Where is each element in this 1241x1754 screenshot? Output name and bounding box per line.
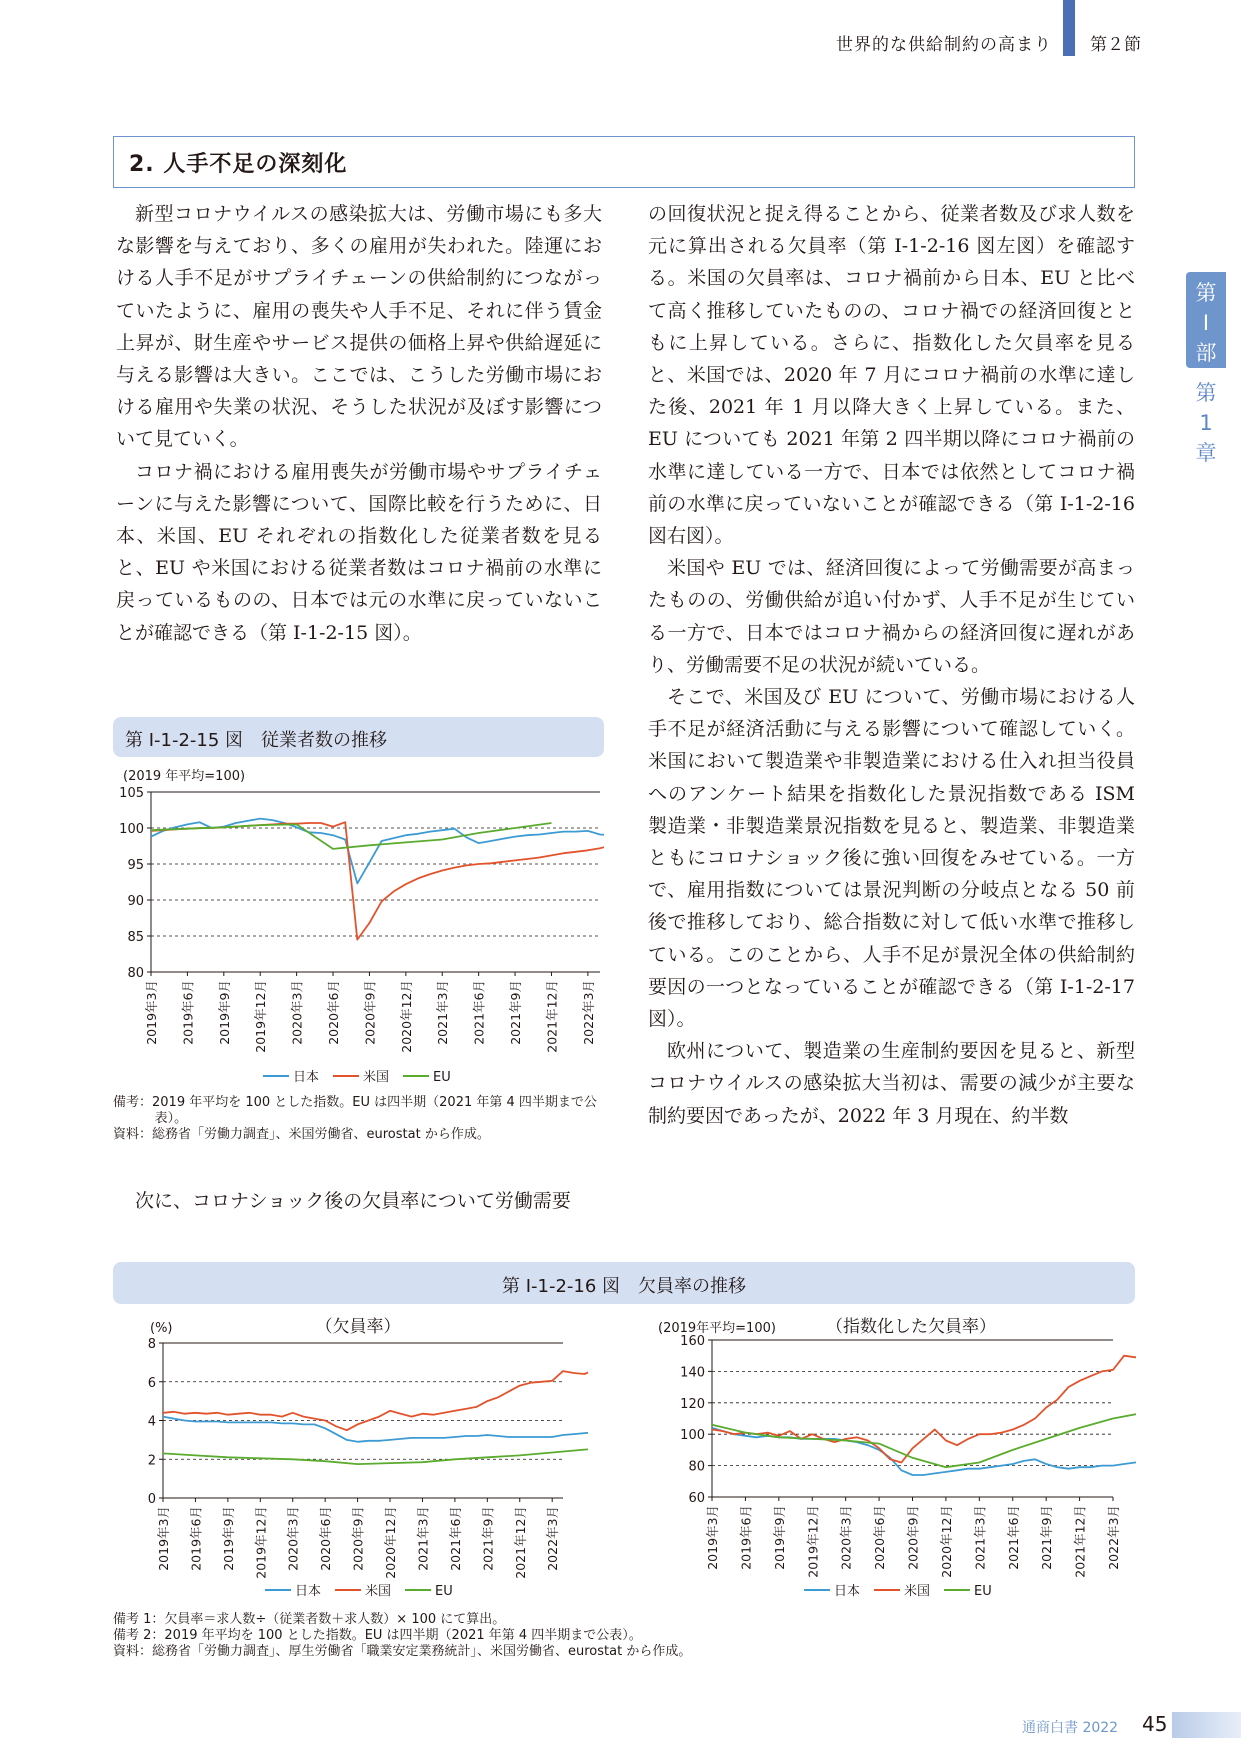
x-tick-label: 2020年9月 — [362, 980, 378, 1045]
header-section-number: 第２節 — [1090, 35, 1141, 55]
y-tick-label: 85 — [127, 930, 144, 945]
left-column-bottom — [116, 1185, 602, 1217]
x-tick-label: 2021年6月 — [1005, 1505, 1021, 1570]
y-tick-label: 95 — [127, 858, 144, 873]
y-tick-label: 100 — [680, 1428, 705, 1444]
x-tick-label: 2022年3月 — [1106, 1505, 1121, 1570]
x-tick-label: 2019年12月 — [805, 1505, 821, 1578]
y-tick-label: 60 — [688, 1491, 705, 1506]
paragraph: 米国や EU では、経済回復によって労働需要が高まったものの、労働供給が追い付かず、人手不足が生じている一方で、日本ではコロナ禍からの経済回復に遅れがあり、労働需要不足の状況が続いている。 — [648, 557, 1135, 676]
legend-label: 日本 — [834, 1584, 861, 1599]
y-tick-label: 160 — [680, 1334, 705, 1349]
legend-label: 米国 — [904, 1584, 931, 1599]
paragraph: そこで、米国及び EU について、労働市場における人手不足が経済活動に与える影響について確認していく。米国において製造業や非製造業における仕入れ担当役員へのアンケート結果を指数化した景況指数である ISM 製造業・非製造業景況指数を見ると、製造業、非製造業ともにコロナショック後に強い回復をみせている。一方で、雇用指数については景況判断の分岐点となる 50 前後で推移しており、総合指数に対して低い水準で推移している。このことから、人手不足が景況全体の供給制約要因の一つとなっていることが確認できる（第 I-1-2-17 図）。 — [648, 686, 1135, 1031]
x-tick-label: 2021年3月 — [972, 1505, 988, 1570]
note-line: 資料：総務省「労働力調査」、厚生労働省「職業安定業務統計」、米国労働省、eurostat から作成。 — [113, 1644, 692, 1659]
footer-book-title: 通商白書 2022 — [1022, 1720, 1119, 1736]
x-tick-label: 2020年9月 — [905, 1505, 921, 1570]
side-tab-part: 第 I 部 — [1186, 272, 1226, 368]
legend-label: EU — [433, 1070, 451, 1085]
paragraph: コロナ禍における雇用喪失が労働市場やサプライチェーンに与えた影響について、国際比較を行うために、日本、米国、EU それぞれの指数化した従業者数を見ると、EU や米国における従業者数はコロナ禍前の水準に戻っているものの、日本では元の水準に戻っていないことが確認できる（第 I-1-2-15 図）。 — [116, 460, 602, 644]
figure-16-title-box — [113, 1262, 1135, 1304]
paragraph: 新型コロナウイルスの感染拡大は、労働市場にも多大な影響を与えており、多くの雇用が失われた。陸運における人手不足がサプライチェーンの供給制約につながっていたように、雇用の喪失や人手不足、それに伴う賃金上昇が、財生産やサービス提供の価格上昇や供給遅延に与える影響は大きい。ここでは、こうした労働市場における雇用や失業の状況、そうした状況が及ぼす影響について見ていく。 — [116, 203, 602, 451]
y-axis-unit-label: (2019 年平均=100) — [123, 769, 246, 784]
figure-16-title: 第 I-1-2-16 図 欠員率の推移 — [501, 1276, 747, 1297]
x-tick-label: 2021年9月 — [480, 1506, 496, 1571]
chart-subtitle: （指数化した欠員率） — [826, 1317, 996, 1337]
figure-15-title: 第 I-1-2-15 図 従業者数の推移 — [125, 730, 388, 751]
figure-16-left-chart — [118, 1308, 588, 1610]
paragraph: 欧州について、製造業の生産制約要因を見ると、新型コロナウイルスの感染拡大当初は、需要の減少が主要な制約要因であったが、2022 年 3 月現在、約半数 — [648, 1040, 1135, 1127]
right-column — [648, 198, 1135, 1132]
x-tick-label: 2020年6月 — [326, 980, 342, 1045]
figure-15-title-box — [113, 717, 604, 757]
x-tick-label: 2020年12月 — [383, 1506, 399, 1579]
x-tick-label: 2019年9月 — [771, 1505, 787, 1570]
note-line: 備考：2019 年平均を 100 とした指数。EU は四半期（2021 年第 4 四半期まで公表）。 — [113, 1095, 597, 1126]
x-tick-label: 2019年3月 — [705, 1505, 720, 1570]
y-tick-label: 2 — [147, 1453, 156, 1469]
x-tick-label: 2019年6月 — [188, 1506, 204, 1571]
y-axis-unit-label: (%) — [150, 1321, 173, 1336]
x-tick-label: 2019年3月 — [156, 1506, 171, 1571]
legend-label: EU — [974, 1584, 992, 1599]
footer-accent-strip — [1172, 1712, 1241, 1738]
y-tick-label: 0 — [147, 1492, 156, 1507]
section-title: 2. 人手不足の深刻化 — [129, 152, 348, 177]
x-tick-label: 2020年12月 — [398, 980, 414, 1053]
note-line: 資料：総務省「労働力調査」、米国労働省、eurostat から作成。 — [113, 1127, 490, 1142]
x-tick-label: 2019年12月 — [253, 1506, 269, 1579]
legend-label: EU — [435, 1584, 453, 1599]
x-tick-label: 2021年6月 — [471, 980, 487, 1045]
note-line: 備考 1：欠員率＝求人数÷（従業者数＋求人数）× 100 にて算出。 — [113, 1612, 506, 1627]
x-tick-label: 2019年6月 — [738, 1505, 754, 1570]
x-tick-label: 2020年3月 — [289, 980, 305, 1045]
x-tick-label: 2021年6月 — [447, 1506, 463, 1571]
x-tick-label: 2020年3月 — [838, 1505, 854, 1570]
y-tick-label: 90 — [127, 894, 144, 909]
y-tick-label: 8 — [147, 1337, 156, 1352]
x-tick-label: 2022年3月 — [545, 1506, 561, 1571]
series-line-eu — [163, 1448, 588, 1465]
y-axis-unit-label: (2019年平均=100) — [658, 1321, 776, 1336]
y-tick-label: 105 — [119, 786, 144, 801]
y-tick-label: 100 — [119, 822, 144, 837]
legend-label: 米国 — [363, 1070, 390, 1085]
x-tick-label: 2021年3月 — [415, 1506, 431, 1571]
x-tick-label: 2019年9月 — [216, 980, 232, 1045]
x-tick-label: 2019年3月 — [144, 980, 159, 1045]
legend-label: 日本 — [295, 1584, 322, 1599]
paragraph: の回復状況と捉え得ることから、従業者数及び求人数を元に算出される欠員率（第 I-1-2-16 図左図）を確認する。米国の欠員率は、コロナ禍前から日本、EU と比べて高く推移していたものの、コロナ禍での経済回復とともに上昇している。さらに、指数化した欠員率を見ると、米国では、2020 年 7 月にコロナ禍前の水準に達した後、2021 年 1 月以降大きく上昇している。また、EU についても 2021 年第 2 四半期以降にコロナ禍前の水準に達している一方で、日本では依然としてコロナ禍前の水準に戻っていないことが確認できる（第 I-1-2-16 図右図）。 — [648, 203, 1135, 548]
legend-label: 米国 — [365, 1584, 392, 1599]
x-tick-label: 2021年12月 — [544, 980, 560, 1053]
y-tick-label: 4 — [147, 1414, 156, 1430]
x-tick-label: 2021年12月 — [1072, 1505, 1088, 1578]
page-number: 45 — [1142, 1712, 1168, 1736]
series-line-us — [712, 1345, 1136, 1463]
x-tick-label: 2020年3月 — [285, 1506, 301, 1571]
x-tick-label: 2021年12月 — [512, 1506, 528, 1579]
series-line-us — [151, 822, 604, 939]
x-tick-label: 2019年12月 — [253, 980, 269, 1053]
running-header — [0, 0, 1241, 70]
x-tick-label: 2020年9月 — [350, 1506, 366, 1571]
header-accent-bar — [1063, 0, 1075, 56]
y-tick-label: 80 — [688, 1459, 705, 1475]
figure-16-right-chart — [656, 1308, 1136, 1610]
note-line: 備考 2：2019 年平均を 100 とした指数。EU は四半期（2021 年第 4 四半期まで公表）。 — [113, 1628, 642, 1643]
section-title-box — [113, 136, 1135, 188]
chart-subtitle: （欠員率） — [315, 1317, 401, 1337]
x-tick-label: 2022年3月 — [580, 980, 596, 1045]
x-tick-label: 2019年6月 — [180, 980, 196, 1045]
x-tick-label: 2020年6月 — [872, 1505, 888, 1570]
x-tick-label: 2020年12月 — [938, 1505, 954, 1578]
x-tick-label: 2021年9月 — [508, 980, 524, 1045]
x-tick-label: 2020年6月 — [318, 1506, 334, 1571]
header-section-title: 世界的な供給制約の高まり — [836, 35, 1052, 55]
y-tick-label: 140 — [680, 1365, 705, 1381]
figure-15-notes — [113, 1095, 608, 1143]
x-tick-label: 2021年9月 — [1039, 1505, 1055, 1570]
y-tick-label: 120 — [680, 1396, 705, 1412]
x-tick-label: 2019年9月 — [220, 1506, 236, 1571]
page-footer — [0, 1712, 1241, 1742]
y-tick-label: 80 — [127, 966, 144, 981]
y-tick-label: 6 — [147, 1375, 156, 1391]
figure-15-chart — [113, 762, 604, 1094]
paragraph: 次に、コロナショック後の欠員率について労働需要 — [135, 1190, 571, 1212]
left-column — [116, 198, 602, 649]
legend-label: 日本 — [293, 1070, 320, 1085]
figure-16-notes — [113, 1612, 1113, 1660]
x-tick-label: 2021年3月 — [435, 980, 451, 1045]
side-tab-chapter: 第 1 章 — [1195, 381, 1217, 465]
